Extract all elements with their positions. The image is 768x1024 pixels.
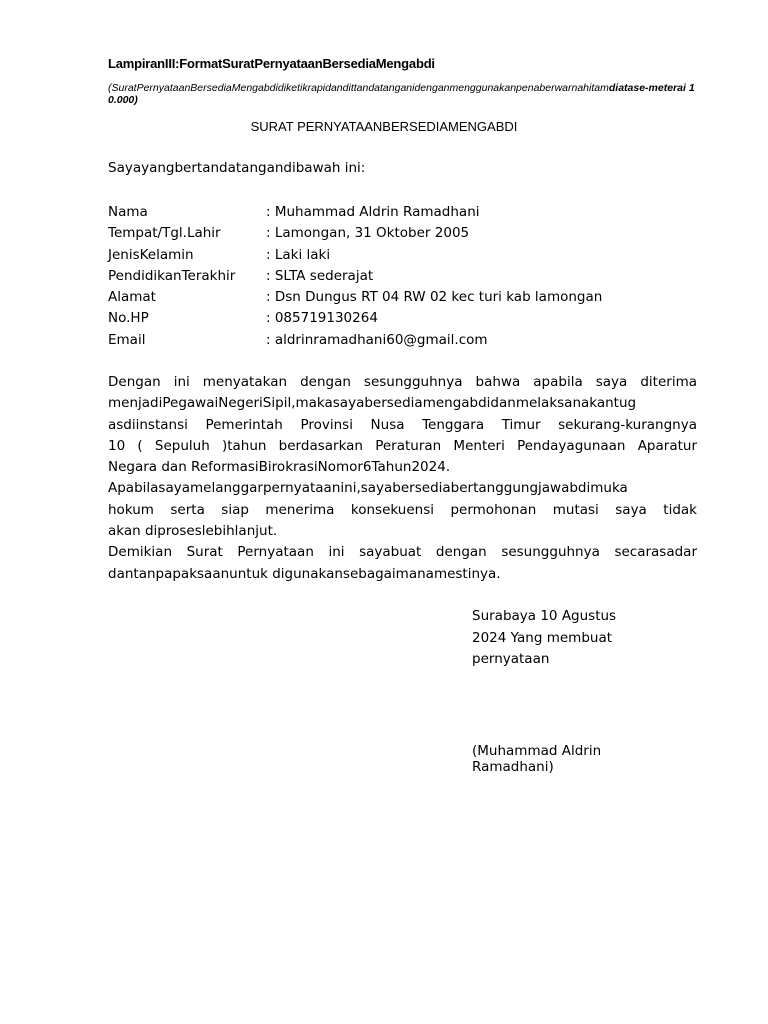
signature-place-date (472, 606, 616, 671)
signature-line: 2024 Yang membuat (472, 629, 613, 646)
opening-statement: Sayayangbertandatangandibawah ini: (108, 160, 366, 176)
identity-value: : aldrinramadhani60@gmail.com (266, 331, 488, 348)
signature-line: Surabaya 10 Agustus (472, 608, 617, 624)
body-line: akan diproseslebihlanjut. (108, 523, 278, 540)
signer-name (472, 743, 601, 775)
identity-value: : Laki laki (266, 246, 331, 263)
identity-row-birth (108, 223, 602, 244)
attachment-note (108, 82, 700, 106)
identity-row-name (108, 202, 602, 223)
identity-row-gender (108, 245, 602, 266)
identity-label: JenisKelamin (108, 246, 194, 263)
signer-name-line: (Muhammad Aldrin (472, 743, 602, 759)
identity-value: : SLTA sederajat (266, 267, 374, 284)
body-line: asdiinstansi Pemerintah Provinsi Nusa Tenggara Timur sekurang-kurangnya (108, 416, 697, 433)
signature-line: pernyataan (472, 651, 550, 667)
signer-name-line: Ramadhani) (472, 759, 554, 775)
identity-value: : Dsn Dungus RT 04 RW 02 kec turi kab lamongan (266, 289, 603, 306)
identity-label: No.HP (108, 310, 149, 327)
body-line: dantanpapaksaanuntuk digunakansebagaimanamestinya. (108, 565, 501, 582)
attachment-title: LampiranIII:FormatSuratPernyataanBersediaMengabdi (108, 56, 435, 71)
body-line: Negara dan ReformasiBirokrasiNomor6Tahun2024. (108, 459, 451, 476)
body-line: 10 ( Sepuluh )tahun berdasarkan Peraturan Menteri Pendayagunaan Aparatur (108, 437, 697, 454)
identity-value: : Lamongan, 31 Oktober 2005 (266, 225, 470, 242)
identity-value: : 085719130264 (266, 310, 378, 327)
identity-row-phone (108, 308, 602, 329)
document-title: SURAT PERNYATAANBERSEDIAMENGABDI (250, 119, 518, 134)
identity-label: Alamat (108, 289, 156, 306)
identity-label: Nama (108, 204, 148, 220)
attachment-note-part2: diatase-meterai 10.000) (108, 82, 695, 106)
body-line: Apabilasayamelanggarpernyataanini,sayabersediabertanggungjawabdimuka (108, 480, 628, 497)
identity-label: Tempat/Tgl.Lahir (108, 225, 221, 242)
body-line: Demikian Surat Pernyataan ini sayabuat dengan sesungguhnya secarasadar (108, 544, 697, 561)
body-line: Dengan ini menyatakan dengan sesungguhnya bahwa apabila saya diterima (108, 374, 697, 390)
identity-label: PendidikanTerakhir (108, 267, 236, 284)
identity-table (108, 202, 602, 351)
identity-row-address (108, 287, 602, 308)
identity-row-education (108, 266, 602, 287)
statement-body (108, 372, 697, 585)
identity-value: : Muhammad Aldrin Ramadhani (266, 204, 480, 220)
identity-label: Email (108, 331, 146, 348)
identity-row-email (108, 330, 602, 351)
body-line: hokum serta siap menerima konsekuensi permohonan mutasi saya tidak (108, 501, 697, 518)
attachment-note-part1: (SuratPernyataanBersediaMengabdidiketikrapidandittandatanganidenganmenggunakanpenaberwarnahitam (108, 82, 609, 94)
body-line: menjadiPegawaiNegeriSipil,makasayabersediamengabdidanmelaksanakantug (108, 395, 637, 412)
